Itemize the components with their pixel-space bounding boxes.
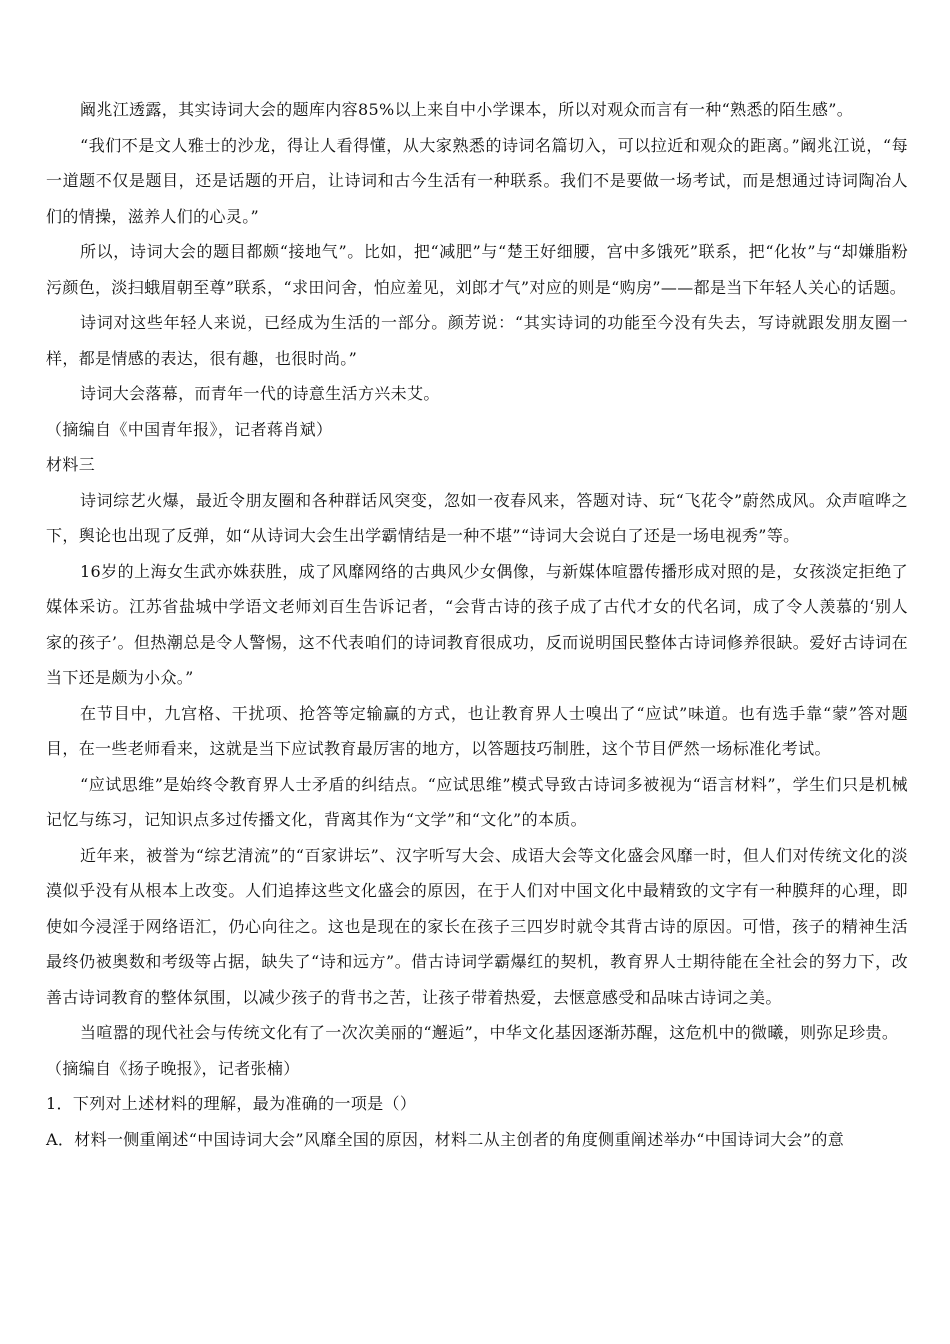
paragraph-encounter: 当喧嚣的现代社会与传统文化有了一次次美丽的“邂逅”，中华文化基因逐渐苏醒，这危机中的微曦，则弥足珍贵。 [80,1023,899,1042]
paragraph-variety-boom: 诗词综艺火爆，最近令朋友圈和各种群话风突变，忽如一夜春风来，答题对诗、玩“飞花令”蔚然成风。众声喧哗之下，舆论也出现了反弹，如“从诗词大会生出学霸情结是一种不堪”“诗词大会说白了还是一场电视秀”等。 [46,490,908,545]
paragraph-winner: 16岁的上海女生武亦姝获胜，成了风靡网络的古典风少女偶像，与新媒体喧嚣传播形成对照的是，女孩淡定拒绝了媒体采访。江苏省盐城中学语文老师刘百生告诉记者，“会背古诗的孩子成了古代才女的代名词，成了令人羡慕的‘别人家的孩子’。但热潮总是令人警惕，这不代表咱们的诗词教育很成功，反而说明国民整体古诗词修养很缺。爱好古诗词在当下还是颇为小众。” [46,561,908,687]
paragraph-exam-thinking: “应试思维”是始终令教育界人士矛盾的纠结点。“应试思维”模式导致古诗词多被视为“语言材料”，学生们只是机械记忆与练习，记知识点多过传播文化，背离其作为“文学”和“文化”的本质。 [46,774,908,829]
question-option-a: A．材料一侧重阐述“中国诗词大会”风靡全国的原因，材料二从主创者的角度侧重阐述举办“中国诗词大会”的意 [46,1129,845,1149]
document-page [46,92,908,1157]
paragraph-recent-years: 近年来，被誉为“综艺清流”的“百家讲坛”、汉字听写大会、成语大会等文化盛会风靡一时，但人们对传统文化的淡漠似乎没有从根本上改变。人们追捧这些文化盛会的原因，在于人们对中国文化中最精致的文字有一种膜拜的心理，即使如今浸淫于网络语汇，仍心向往之。这也是现在的家长在孩子三四岁时就令其背古诗的原因。可惜，孩子的精神生活最终仍被奥数和考级等占据，缺失了“诗和远方”。借古诗词学霸爆红的契机，教育界人士期待能在全社会的努力下，改善古诗词教育的整体氛围，以减少孩子的背书之苦，让孩子带着热爱，去惬意感受和品味古诗词之美。 [46,845,908,1007]
paragraph-life-part: 诗词对这些年轻人来说，已经成为生活的一部分。颜芳说：“其实诗词的功能至今没有失去，写诗就跟发朋友圈一样，都是情感的表达，很有趣，也很时尚。” [46,313,908,368]
paragraph-exam-flavor: 在节目中，九宫格、干扰项、抢答等定输赢的方式，也让教育界人士嗅出了“应试”味道。也有选手靠“蒙”答对题目，在一些老师看来，这就是当下应试教育最厉害的地方，以答题技巧制胜，这个节目俨然一场标准化考试。 [46,703,908,758]
source-citation-1: （摘编自《中国青年报》，记者蒋肖斌） [46,419,333,439]
material-three-heading: 材料三 [46,455,96,474]
paragraph-question-bank: 阚兆江透露，其实诗词大会的题库内容85%以上来自中小学课本，所以对观众而言有一种“熟悉的陌生感”。 [80,100,854,119]
source-citation-2: （摘编自《扬子晚报》，记者张楠） [46,1058,300,1078]
paragraph-quote-kan: “我们不是文人雅士的沙龙，得让人看得懂，从大家熟悉的诗词名篇切入，可以拉近和观众的距离。”阚兆江说，“每一道题不仅是题目，还是话题的开启，让诗词和古今生活有一种联系。我们不是要做一场考试，而是想通过诗词陶冶人们的情操，滋养人们的心灵。” [46,135,908,226]
question-stem: 1．下列对上述材料的理解，最为准确的一项是（） [46,1094,417,1113]
paragraph-closing-1: 诗词大会落幕，而青年一代的诗意生活方兴未艾。 [80,384,440,403]
paragraph-down-to-earth: 所以，诗词大会的题目都颇“接地气”。比如，把“减肥”与“楚王好细腰，宫中多饿死”联系，把“化妆”与“却嫌脂粉污颜色，淡扫蛾眉朝至尊”联系，“求田问舍，怕应羞见，刘郎才气”对应的则是“购房”——都是当下年轻人关心的话题。 [46,242,908,297]
